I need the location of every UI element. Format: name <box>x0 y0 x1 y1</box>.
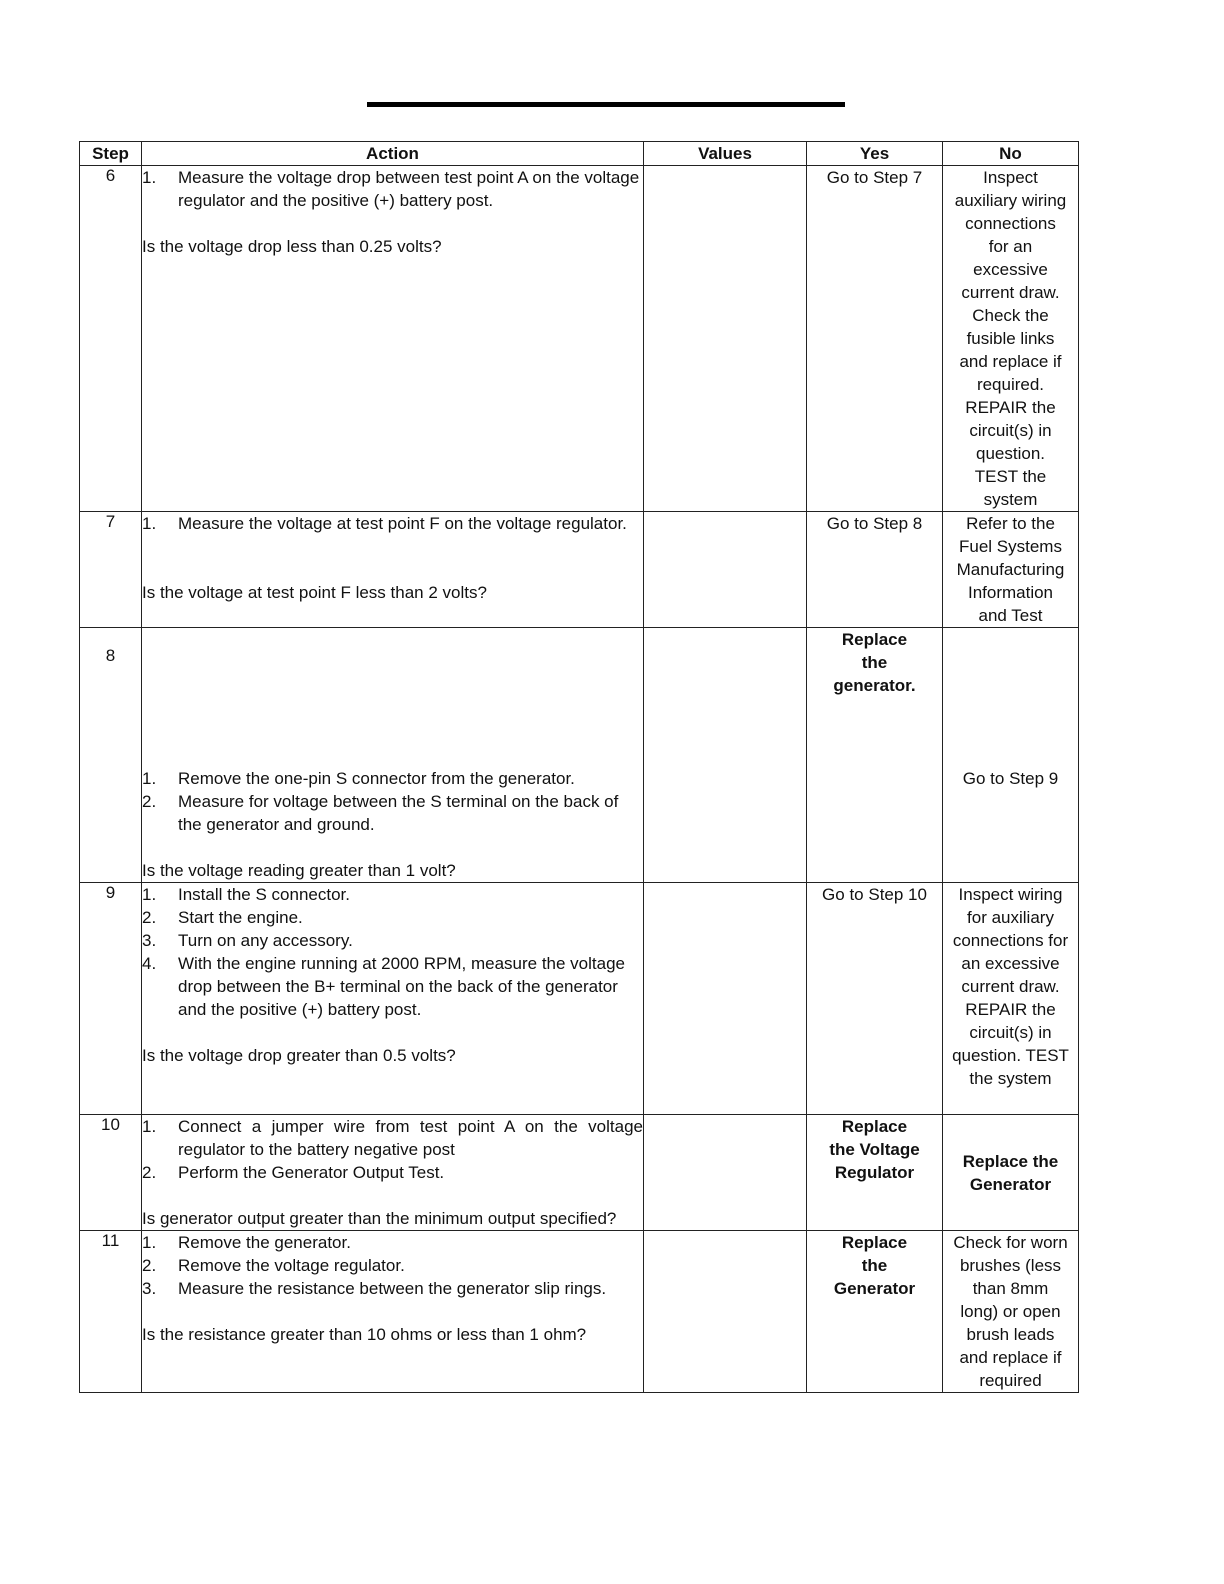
header-yes: Yes <box>807 142 943 166</box>
action-item: 2. Perform the Generator Output Test. <box>142 1163 445 1182</box>
no-cell: Inspect auxiliary wiring connections for an excessive current draw. Check the fusible links and replace if required. REPAIR the circuit(s) in question. TEST the system <box>943 166 1079 512</box>
header-no: No <box>943 142 1079 166</box>
header-action: Action <box>142 142 644 166</box>
no-cell: Check for worn brushes (less than 8mm long) or open brush leads and replace if required <box>943 1231 1079 1393</box>
action-question: Is the resistance greater than 10 ohms or less than 1 ohm? <box>142 1325 587 1344</box>
title-rule <box>367 102 845 107</box>
action-item: 1. Remove the one-pin S connector from the generator. <box>142 769 575 788</box>
action-item: 1. Measure the voltage at test point F on the voltage regulator. <box>142 514 627 533</box>
values-cell <box>644 883 807 1115</box>
action-item: 1. Measure the voltage drop between test point A on the voltage regulator and the positive (+) battery post. <box>142 168 640 210</box>
action-item: 1. Install the S connector. <box>142 885 350 904</box>
yes-cell: Replace the generator. <box>807 628 943 883</box>
no-cell: Inspect wiring for auxiliary connections for an excessive current draw. REPAIR the circuit(s) in question. TEST the system <box>943 883 1079 1115</box>
values-cell <box>644 1231 807 1393</box>
table-row <box>80 166 1079 512</box>
values-cell <box>644 166 807 512</box>
action-item: 2. Measure for voltage between the S terminal on the back of the generator and ground. <box>142 792 619 834</box>
action-item: 2. Start the engine. <box>142 908 303 927</box>
action-cell <box>142 883 644 1115</box>
table-header-row <box>80 142 1079 166</box>
header-values: Values <box>644 142 807 166</box>
action-question: Is the voltage drop greater than 0.5 volts? <box>142 1046 456 1065</box>
table-row <box>80 512 1079 628</box>
table-row <box>80 628 1079 883</box>
action-question: Is the voltage drop less than 0.25 volts? <box>142 237 442 256</box>
yes-cell: Go to Step 7 <box>807 166 943 512</box>
no-cell: Go to Step 9 <box>943 628 1079 883</box>
no-cell: Refer to the Fuel Systems Manufacturing Information and Test <box>943 512 1079 628</box>
diagnostic-steps-table <box>79 141 1079 1393</box>
values-cell <box>644 1115 807 1231</box>
yes-cell: Replace the Voltage Regulator <box>807 1115 943 1231</box>
step-number: 8 <box>80 628 142 883</box>
action-question: Is the voltage reading greater than 1 volt? <box>142 861 456 880</box>
action-cell <box>142 1231 644 1393</box>
action-cell <box>142 628 644 883</box>
step-number: 7 <box>80 512 142 628</box>
values-cell <box>644 628 807 883</box>
table-row <box>80 883 1079 1115</box>
action-cell <box>142 166 644 512</box>
table-row <box>80 1115 1079 1231</box>
action-item: 4. With the engine running at 2000 RPM, measure the voltage drop between the B+ terminal on the back of the generator and the positive (+) battery post. <box>142 954 625 1019</box>
action-item: 3. Measure the resistance between the generator slip rings. <box>142 1279 607 1298</box>
yes-cell: Replace the Generator <box>807 1231 943 1393</box>
yes-cell: Go to Step 8 <box>807 512 943 628</box>
step-number: 11 <box>80 1231 142 1393</box>
action-item: 2. Remove the voltage regulator. <box>142 1256 405 1275</box>
yes-cell: Go to Step 10 <box>807 883 943 1115</box>
action-item: 1. Remove the generator. <box>142 1233 351 1252</box>
header-step: Step <box>80 142 142 166</box>
step-number: 6 <box>80 166 142 512</box>
action-question: Is generator output greater than the minimum output specified? <box>142 1209 617 1228</box>
action-item: 1. Connect a jumper wire from test point A on the voltage regulator to the battery negative post <box>142 1117 643 1159</box>
table-row <box>80 1231 1079 1393</box>
action-cell <box>142 512 644 628</box>
step-number: 9 <box>80 883 142 1115</box>
no-cell: Replace the Generator <box>943 1115 1079 1231</box>
values-cell <box>644 512 807 628</box>
step-number: 10 <box>80 1115 142 1231</box>
action-cell <box>142 1115 644 1231</box>
action-question: Is the voltage at test point F less than 2 volts? <box>142 583 487 602</box>
action-item: 3. Turn on any accessory. <box>142 931 353 950</box>
